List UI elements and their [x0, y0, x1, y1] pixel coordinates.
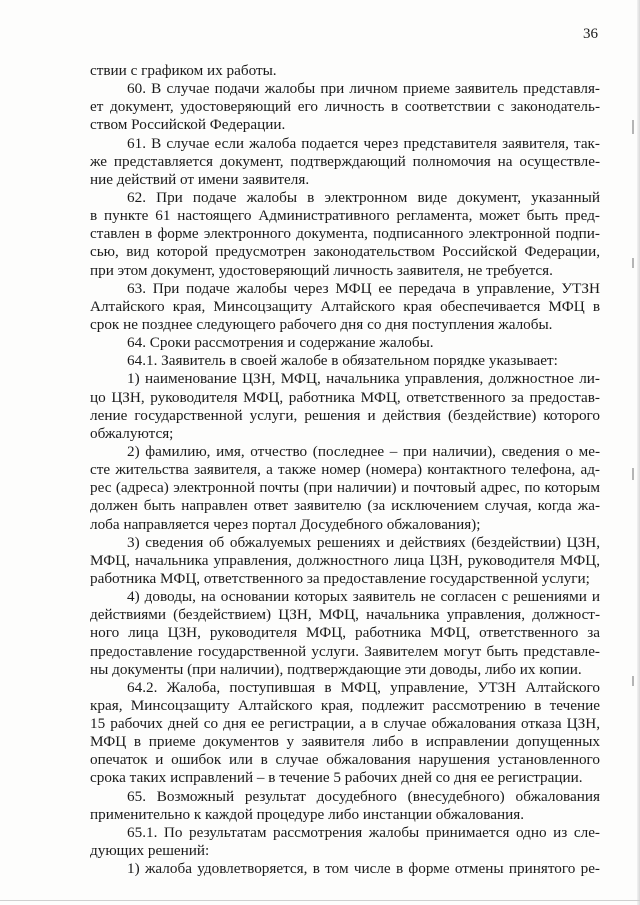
text-line: сте жительства заявителя, а также номер (номера) контактного телефона, ад- — [90, 461, 600, 479]
text-line: 65.1. По результатам рассмотрения жалобы принимается одно из сле- — [127, 823, 600, 841]
document-body — [90, 62, 600, 878]
text-line: 65. Возможный результат досудебного (внесудебного) обжалования — [127, 787, 600, 805]
text-line: ние действий от имени заявителя. — [90, 170, 310, 188]
text-line: срок не позднее следующего рабочего дня со дня поступления жалобы. — [90, 315, 553, 333]
text-line: работника МФЦ, ответственного за предоставление государственной услуги; — [90, 569, 590, 587]
text-line: должен быть направлен ответ заявителю (за исключением случая, когда жа- — [90, 497, 600, 515]
text-line: ны документы (при наличии), подтверждающие эти доводы, либо их копии. — [90, 660, 582, 678]
text-line: лоба направляется через портал Досудебного обжалования); — [90, 515, 481, 533]
text-line: срока таких исправлений – в течение 5 рабочих дней со дня ее регистрации. — [90, 769, 583, 787]
text-line: применительно к каждой процедуре либо инстанции обжалования. — [90, 805, 525, 823]
text-line: обжалуются; — [90, 424, 174, 442]
scan-artifact — [632, 120, 634, 134]
page-number: 36 — [583, 26, 598, 42]
text-line: опечаток и ошибок или в случае обжалования нарушения установленного — [90, 751, 600, 769]
text-line: 2) фамилию, имя, отчество (последнее – при наличии), сведения о ме- — [127, 442, 600, 460]
scan-artifact — [632, 258, 634, 268]
text-line: 4) доводы, на основании которых заявитель не согласен с решениями и — [127, 588, 600, 606]
text-line: предоставление государственной услуги. Заявителем могут быть представле- — [90, 642, 600, 660]
text-line: Алтайского края, Минсоцзащиту Алтайского края обеспечивается МФЦ в — [90, 297, 600, 315]
scan-artifact — [632, 468, 634, 480]
text-line: 1) жалоба удовлетворяется, в том числе в форме отмены принятого ре- — [127, 860, 600, 878]
text-line: при этом документ, удостоверяющий личность заявителя, не требуется. — [90, 261, 553, 279]
text-line: ством Российской Федерации. — [90, 116, 286, 134]
text-line: 1) наименование ЦЗН, МФЦ, начальника управления, должностное ли- — [127, 370, 600, 388]
text-line: в пункте 61 настоящего Административного регламента, может быть пред- — [90, 207, 600, 225]
text-line: 64. Сроки рассмотрения и содержание жалобы. — [127, 334, 434, 352]
scan-artifact — [632, 676, 634, 686]
text-line: края, Минсоцзащиту Алтайского края, подлежит рассмотрению в течение — [90, 696, 600, 714]
text-line: 62. При подаче жалобы в электронном виде документ, указанный — [127, 188, 600, 206]
text-line: ление государственной услуги, решения и действия (бездействие) которого — [90, 406, 600, 424]
text-line: 60. В случае подачи жалобы при личном приеме заявитель представля- — [127, 80, 600, 98]
text-line: рес (адреса) электронной почты (при наличии) и почтовый адрес, по которым — [90, 479, 600, 497]
scan-bottom-edge — [0, 900, 640, 901]
text-line: 3) сведения об обжалуемых решениях и действиях (бездействии) ЦЗН, — [127, 533, 600, 551]
text-line: МФЦ, начальника управления, должностного лица ЦЗН, руководителя МФЦ, — [90, 551, 600, 569]
text-line: 64.1. Заявитель в своей жалобе в обязательном порядке указывает: — [127, 352, 558, 370]
text-line: сью, вид которой предусмотрен законодательством Российской Федерации, — [90, 243, 600, 261]
text-line: ного лица ЦЗН, руководителя МФЦ, работника МФЦ, ответственного за — [90, 624, 600, 642]
text-line: же представляется документ, подтверждающий полномочия на осуществле- — [90, 152, 600, 170]
text-line: ставлен в форме электронного документа, подписанного электронной подпи- — [90, 225, 600, 243]
text-line: 63. При подаче жалобы через МФЦ ее передача в управление, УТЗН — [127, 279, 600, 297]
text-line: действиями (бездействием) ЦЗН, МФЦ, начальника управления, должност- — [90, 606, 600, 624]
text-line: 61. В случае если жалоба подается через представителя заявителя, так- — [127, 134, 600, 152]
text-line: МФЦ в приеме документов у заявителя либо в исправлении допущенных — [90, 733, 600, 751]
text-line: цо ЦЗН, руководителя МФЦ, работника МФЦ, ответственного за предостав- — [90, 388, 600, 406]
text-line: дующих решений: — [90, 842, 210, 860]
text-line: 15 рабочих дней со дня ее регистрации, а в случае обжалования отказа ЦЗН, — [90, 715, 600, 733]
text-line: ствии с графиком их работы. — [90, 62, 277, 79]
text-line: 64.2. Жалоба, поступившая в МФЦ, управление, УТЗН Алтайского — [127, 678, 600, 696]
text-line: ет документ, удостоверяющий его личность в соответствии с законодатель- — [90, 98, 600, 116]
